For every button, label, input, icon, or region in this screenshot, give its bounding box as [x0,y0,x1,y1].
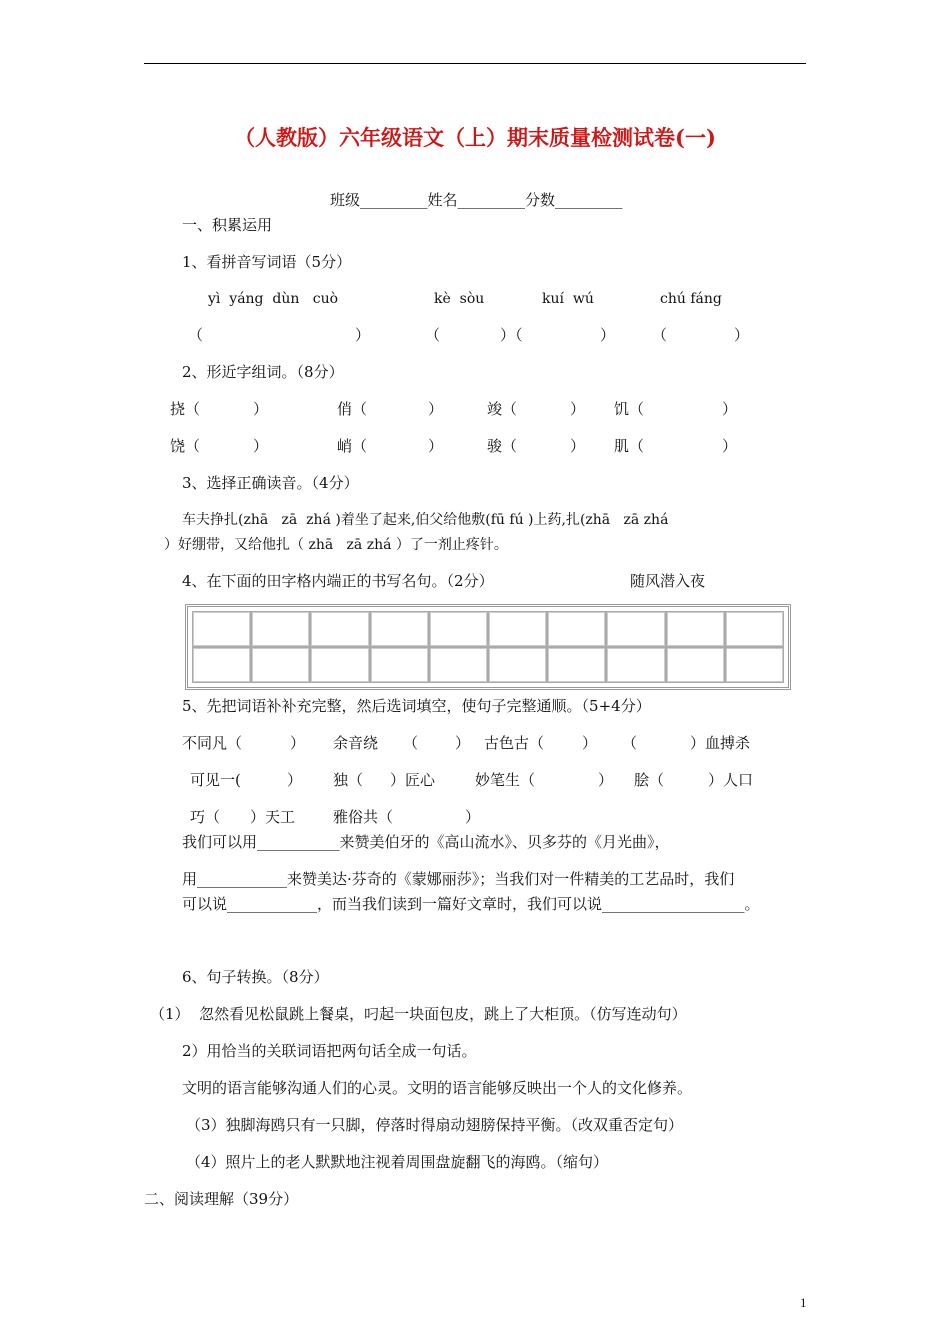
q5-r1-c3: ） [582,734,598,752]
q2-r2-item4: 肌（ [614,437,645,455]
q5-heading: 5、先把词语补补充完整，然后选词填空，使句子完整通顺。（5+4分） [182,697,651,715]
q2-r2-close1: ） [253,437,269,455]
grid-cell[interactable] [251,647,310,683]
q5-r2-w2b: ）匠心 [390,771,436,789]
grid-cell[interactable] [488,647,547,683]
q6-heading: 6、句子转换。（8分） [182,968,329,986]
section2-title: 二、阅读理解（39分） [144,1190,299,1208]
q5-r2-w4: 脍（ [634,771,665,789]
q5-r1-c2: ） [455,734,471,752]
q5-r1-o2: （ [403,734,419,752]
q1-blank-open-2: （ [425,326,441,344]
q2-heading: 2、形近字组词。（8分） [182,363,344,381]
q3-line1: 车夫挣扎(zhā zā zhá )着坐了起来,伯父给他敷(fū fú )上药,扎(zhā zā zhá [182,512,669,528]
q1-pinyin-4: chú fáng [660,291,722,307]
q5-r2-w1: 可见一( [190,771,241,789]
q6-item3: （3）独脚海鸥只有一只脚，停落时得扇动翅膀保持平衡。（改双重否定句） [186,1116,684,1134]
q2-r1-item2: 俏（ [337,400,368,418]
q5-r3-w1: 巧（ [190,808,221,826]
q1-pinyin-3: kuí wú [542,291,594,307]
q4-phrase: 随风潜入夜 [630,572,706,590]
q1-blank-close-open: ）（ [500,326,523,344]
q5-r3-w2: 雅俗共（ [333,808,394,826]
q2-r1-close3: ） [570,400,586,418]
q5-sentence2: 用____________来赞美达·芬奇的《蒙娜丽莎》；当我们对一件精美的工艺品时，我们 [182,870,735,888]
q5-r1-w4: ）血搏杀 [690,734,751,752]
grid-cell[interactable] [370,647,429,683]
q1-pinyin-1: yì yáng dùn cuò [208,291,339,307]
grid-cell[interactable] [192,611,251,647]
tianzige-grid [185,604,791,690]
grid-cell[interactable] [192,647,251,683]
q2-r1-close2: ） [428,400,444,418]
page-title: （人教版）六年级语文（上）期末质量检测试卷(一) [234,125,716,150]
q1-blank-open-1: （ [188,326,204,344]
q5-r1-w2: 余音绕 [333,734,379,752]
grid-cell[interactable] [725,611,784,647]
grid-cell[interactable] [725,647,784,683]
q5-sentence1: 我们可以用___________来赞美伯牙的《高山流水》、贝多芬的《月光曲》， [182,833,670,851]
grid-cell[interactable] [429,647,488,683]
grid-cell[interactable] [429,611,488,647]
q2-r2-item1: 饶（ [170,437,201,455]
q6-item2: 2）用恰当的关联词语把两句话全成一句话。 [182,1042,477,1060]
q1-heading: 1、看拼音写词语（5分） [182,253,352,271]
q1-blank-close-3: ） [600,326,616,344]
grid-cell[interactable] [251,611,310,647]
q5-r2-c3: ） [598,771,614,789]
q6-item4: （4）照片上的老人默默地注视着周围盘旋翻飞的海鸥。（缩句） [186,1153,609,1171]
grid-cell[interactable] [606,611,665,647]
grid-cell[interactable] [547,647,606,683]
q5-r2-c1: ） [287,771,303,789]
page-number: 1 [800,1295,807,1310]
grid-cell[interactable] [310,647,369,683]
q5-r2-w3: 妙笔生（ [475,771,536,789]
q1-blank-open-4: （ [652,326,668,344]
q2-r2-close4: ） [722,437,738,455]
grid-cell[interactable] [488,611,547,647]
q5-r3-w1b: ）天工 [250,808,296,826]
grid-cell[interactable] [606,647,665,683]
section1-title: 一、积累运用 [182,216,273,234]
q2-r1-close4: ） [722,400,738,418]
grid-cell[interactable] [310,611,369,647]
grid-cell[interactable] [547,611,606,647]
q2-r1-item3: 竣（ [487,400,518,418]
grid-cell[interactable] [666,611,725,647]
q3-heading: 3、选择正确读音。（4分） [182,474,359,492]
q5-r2-w4b: ）人口 [708,771,754,789]
q5-r1-c1: ） [290,734,306,752]
q2-r2-item3: 骏（ [487,437,518,455]
q2-r1-item1: 挠（ [170,400,201,418]
student-info-line: 班级_________姓名_________分数_________ [330,191,623,209]
q6-item2-text: 文明的语言能够沟通人们的心灵。文明的语言能够反映出一个人的文化修养。 [182,1079,693,1097]
q5-r3-c2: ） [465,808,481,826]
q2-r1-close1: ） [253,400,269,418]
grid-cell[interactable] [666,647,725,683]
q5-r1-w3: 古色古（ [484,734,545,752]
header-rule [144,63,806,64]
grid-cell[interactable] [370,611,429,647]
q1-blank-close-1: ） [355,326,371,344]
q5-sentence3: 可以说____________，而当我们读到一篇好文章时，我们可以说___________________。 [182,895,760,913]
q5-r1-w1: 不同凡（ [182,734,243,752]
q2-r2-close2: ） [428,437,444,455]
q3-line2: ）好绷带，又给他扎（ zhā zā zhá ）了一剂止疼针。 [164,537,508,553]
q5-r2-w2: 独（ [333,771,364,789]
q2-r2-close3: ） [570,437,586,455]
q5-r1-o4: （ [622,734,638,752]
q6-item1: （1） 忽然看见松鼠跳上餐桌，叼起一块面包皮，跳上了大柜顶。（仿写连动句） [150,1005,687,1023]
q2-r2-item2: 峭（ [337,437,368,455]
q2-r1-item4: 饥（ [614,400,645,418]
q1-blank-close-4: ） [734,326,750,344]
q1-pinyin-2: kè sòu [434,291,485,307]
q4-heading: 4、在下面的田字格内端正的书写名句。（2分） [182,572,494,590]
